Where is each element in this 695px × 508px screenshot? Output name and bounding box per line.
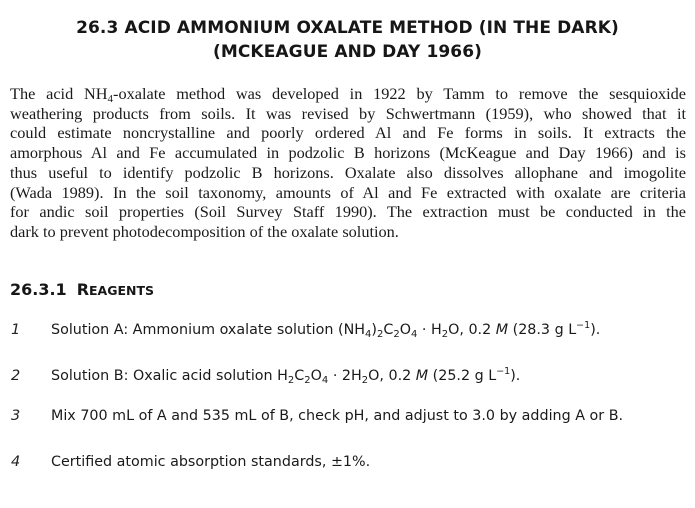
paragraph-line: weathering products from soils. It was revised by Schwertmann (1959), who showed that it	[10, 103, 686, 123]
list-item-text: Solution B: Oxalic acid solution $H_2C_2O_4 \cdot 2H_2O$, 0.2 M (25.2 g $L^{-1}$).	[51, 366, 521, 386]
subsection-heading	[10, 280, 154, 301]
paragraph-line: thus useful to identify podzolic B horizons. Oxalate also dissolves allophane and imogolite	[10, 162, 686, 182]
paragraph-line: (Wada 1989). In the soil taxonomy, amounts of Al and Fe extracted with oxalate are criteria	[10, 182, 686, 202]
paragraph-line: for andic soil properties (Soil Survey Staff 1990). The extraction must be conducted in the	[10, 202, 686, 222]
list-item-number: 3	[11, 408, 21, 424]
subsection-title-initial: R	[76, 280, 90, 299]
list-item	[0, 320, 695, 344]
list-item-text: Certified atomic absorption standards, ±1%.	[51, 454, 371, 470]
list-item-number: 2	[11, 368, 21, 384]
paragraph-line: The acid $NH_4$-oxalate method was developed in 1922 by Tamm to remove the sesquioxide	[10, 84, 687, 105]
intro-paragraph	[10, 84, 686, 242]
subsection-number: 26.3.1	[10, 280, 67, 299]
list-item	[0, 366, 695, 390]
list-item-text: Solution A: Ammonium oxalate solution $(NH_4)_2C_2O_4 \cdot H_2O$, 0.2 M (28.3 g $L^{-1}$).	[51, 320, 601, 340]
list-item	[0, 406, 695, 430]
list-item	[0, 452, 695, 476]
list-item-number: 1	[11, 322, 21, 338]
paragraph-line: amorphous Al and Fe accumulated in podzolic B horizons (McKeague and Day 1966) and is	[10, 143, 686, 163]
paragraph-line: could estimate noncrystalline and poorly ordered Al and Fe forms in soils. It extracts the	[10, 123, 686, 143]
list-item-number: 4	[11, 454, 21, 470]
section-title-line-2: (MCKEAGUE AND DAY 1966)	[212, 42, 483, 62]
paragraph-line: dark to prevent photodecomposition of the oxalate solution.	[10, 221, 399, 241]
section-title-line-1: 26.3 ACID AMMONIUM OXALATE METHOD (IN THE DARK)	[76, 18, 619, 38]
subsection-title-rest: EAGENTS	[89, 283, 155, 298]
list-item-text: Mix 700 mL of A and 535 mL of B, check pH, and adjust to 3.0 by adding A or B.	[51, 408, 624, 424]
